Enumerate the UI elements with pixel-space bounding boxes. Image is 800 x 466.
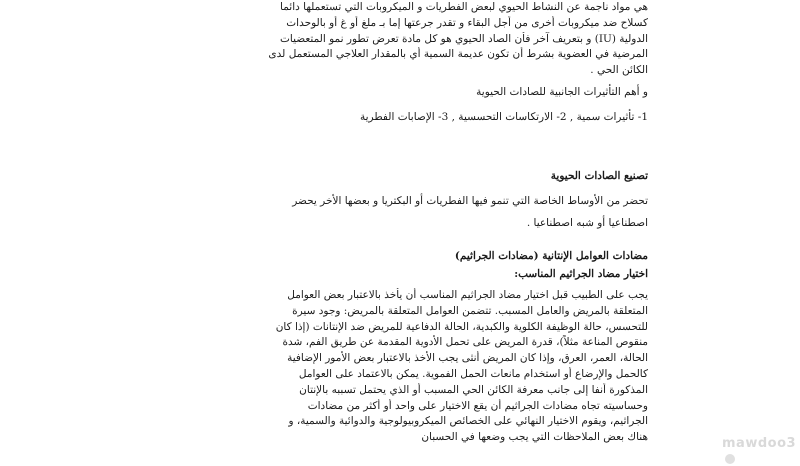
paragraph-line: كسلاح ضد ميكروبات أخرى من أجل البقاء و تقدر جرعتها إما بـ ملغ أو غ أو بالوحدات bbox=[286, 16, 648, 29]
paragraph-line: الجراثيم، ويقوم الاختيار النهائي على الخصائص الميكروبيولوجية والدوائية والسمية، و bbox=[288, 415, 648, 428]
paragraph-line: للتحسس، حالة الوظيفة الكلوية والكبدية، الحالة الدفاعية للمريض ضد الإنتانات (إذا كان bbox=[275, 320, 648, 333]
paragraph-line: هي مواد ناجمة عن النشاط الحيوي لبعض الفطريات و الميكروبات التي تستعملها دائما bbox=[280, 1, 648, 13]
paragraph-line: منقوص المناعة مثلاً)، قدرة المريض على تحمل الأدوية المقدمة عن طريق الفم، شدة bbox=[282, 336, 648, 349]
manufacturing-paragraph bbox=[228, 190, 648, 234]
watermark-text: mawdoo3 bbox=[722, 436, 797, 451]
selection-subheading: اختيار مضاد الجراثيم المناسب: bbox=[514, 268, 648, 280]
watermark-logo bbox=[722, 436, 800, 466]
paragraph-line: المتعلقة بالمريض والعامل المسبب. تتضمن العوامل المتعلقة بالمريض: وجود سيرة bbox=[292, 304, 648, 317]
paragraph-line: المرضية في العضوية بشرط أن تكون عديمة السمية أي بالمقدار العلاجي المستعمل لدى bbox=[268, 48, 648, 61]
paragraph-line: الدولية (IU) و بتعريف آخر فأن الصاد الحيوي هو كل مادة تعرض تطور نمو المتعضيات bbox=[280, 32, 648, 45]
paragraph-line: هناك بعض الملاحظات التي يجب وضعها في الحسبان bbox=[421, 431, 648, 444]
paragraph-line: يجب على الطبيب قبل اختيار مضاد الجراثيم المناسب أن يأخذ بالاعتبار بعض العوامل bbox=[287, 289, 648, 301]
manufacturing-heading: تصنيع الصادات الحيوية bbox=[550, 170, 648, 182]
selection-paragraph bbox=[228, 288, 648, 446]
paragraph-line: الحالة، العمر، العرق، وإذا كان المريض أنثى يجب الأخذ بالاعتبار بعض الأمور الإضافية bbox=[287, 352, 648, 365]
paragraph-line: اصطناعيا أو شبه اصطناعيا . bbox=[526, 217, 648, 229]
paragraph-line: كالحمل والإرضاع أو استخدام مانعات الحمل الفموية. يمكن بالاعتماد على العوامل bbox=[298, 367, 648, 380]
side-effects-intro: و أهم التأثيرات الجانبية للصادات الحيوية bbox=[476, 86, 648, 98]
watermark-dot-icon bbox=[725, 454, 735, 464]
paragraph-line: تحضر من الأوساط الخاصة التي تنمو فيها الفطريات أو البكتريا و بعضها الأخر يحضر bbox=[292, 195, 648, 207]
side-effects-list: 1- تأثيرات سمية , 2- الارتكاسات التحسسية , 3- الإصابات الفطرية bbox=[359, 111, 648, 123]
paragraph-line: الكائن الحي . bbox=[590, 64, 648, 77]
definition-paragraph bbox=[228, 0, 648, 79]
anti-infective-heading: مضادات العوامل الإنتانية (مضادات الجراثيم) bbox=[454, 250, 648, 262]
paragraph-line: وحساسيته تجاه مضادات الجراثيم أن يقع الاختيار على واحد أو أكثر من مضادات bbox=[307, 399, 648, 412]
paragraph-line: المذكورة أنفا إلى جانب معرفة الكائن الحي المسبب أو الذي يحتمل تسببه بالإنتان bbox=[299, 383, 648, 396]
